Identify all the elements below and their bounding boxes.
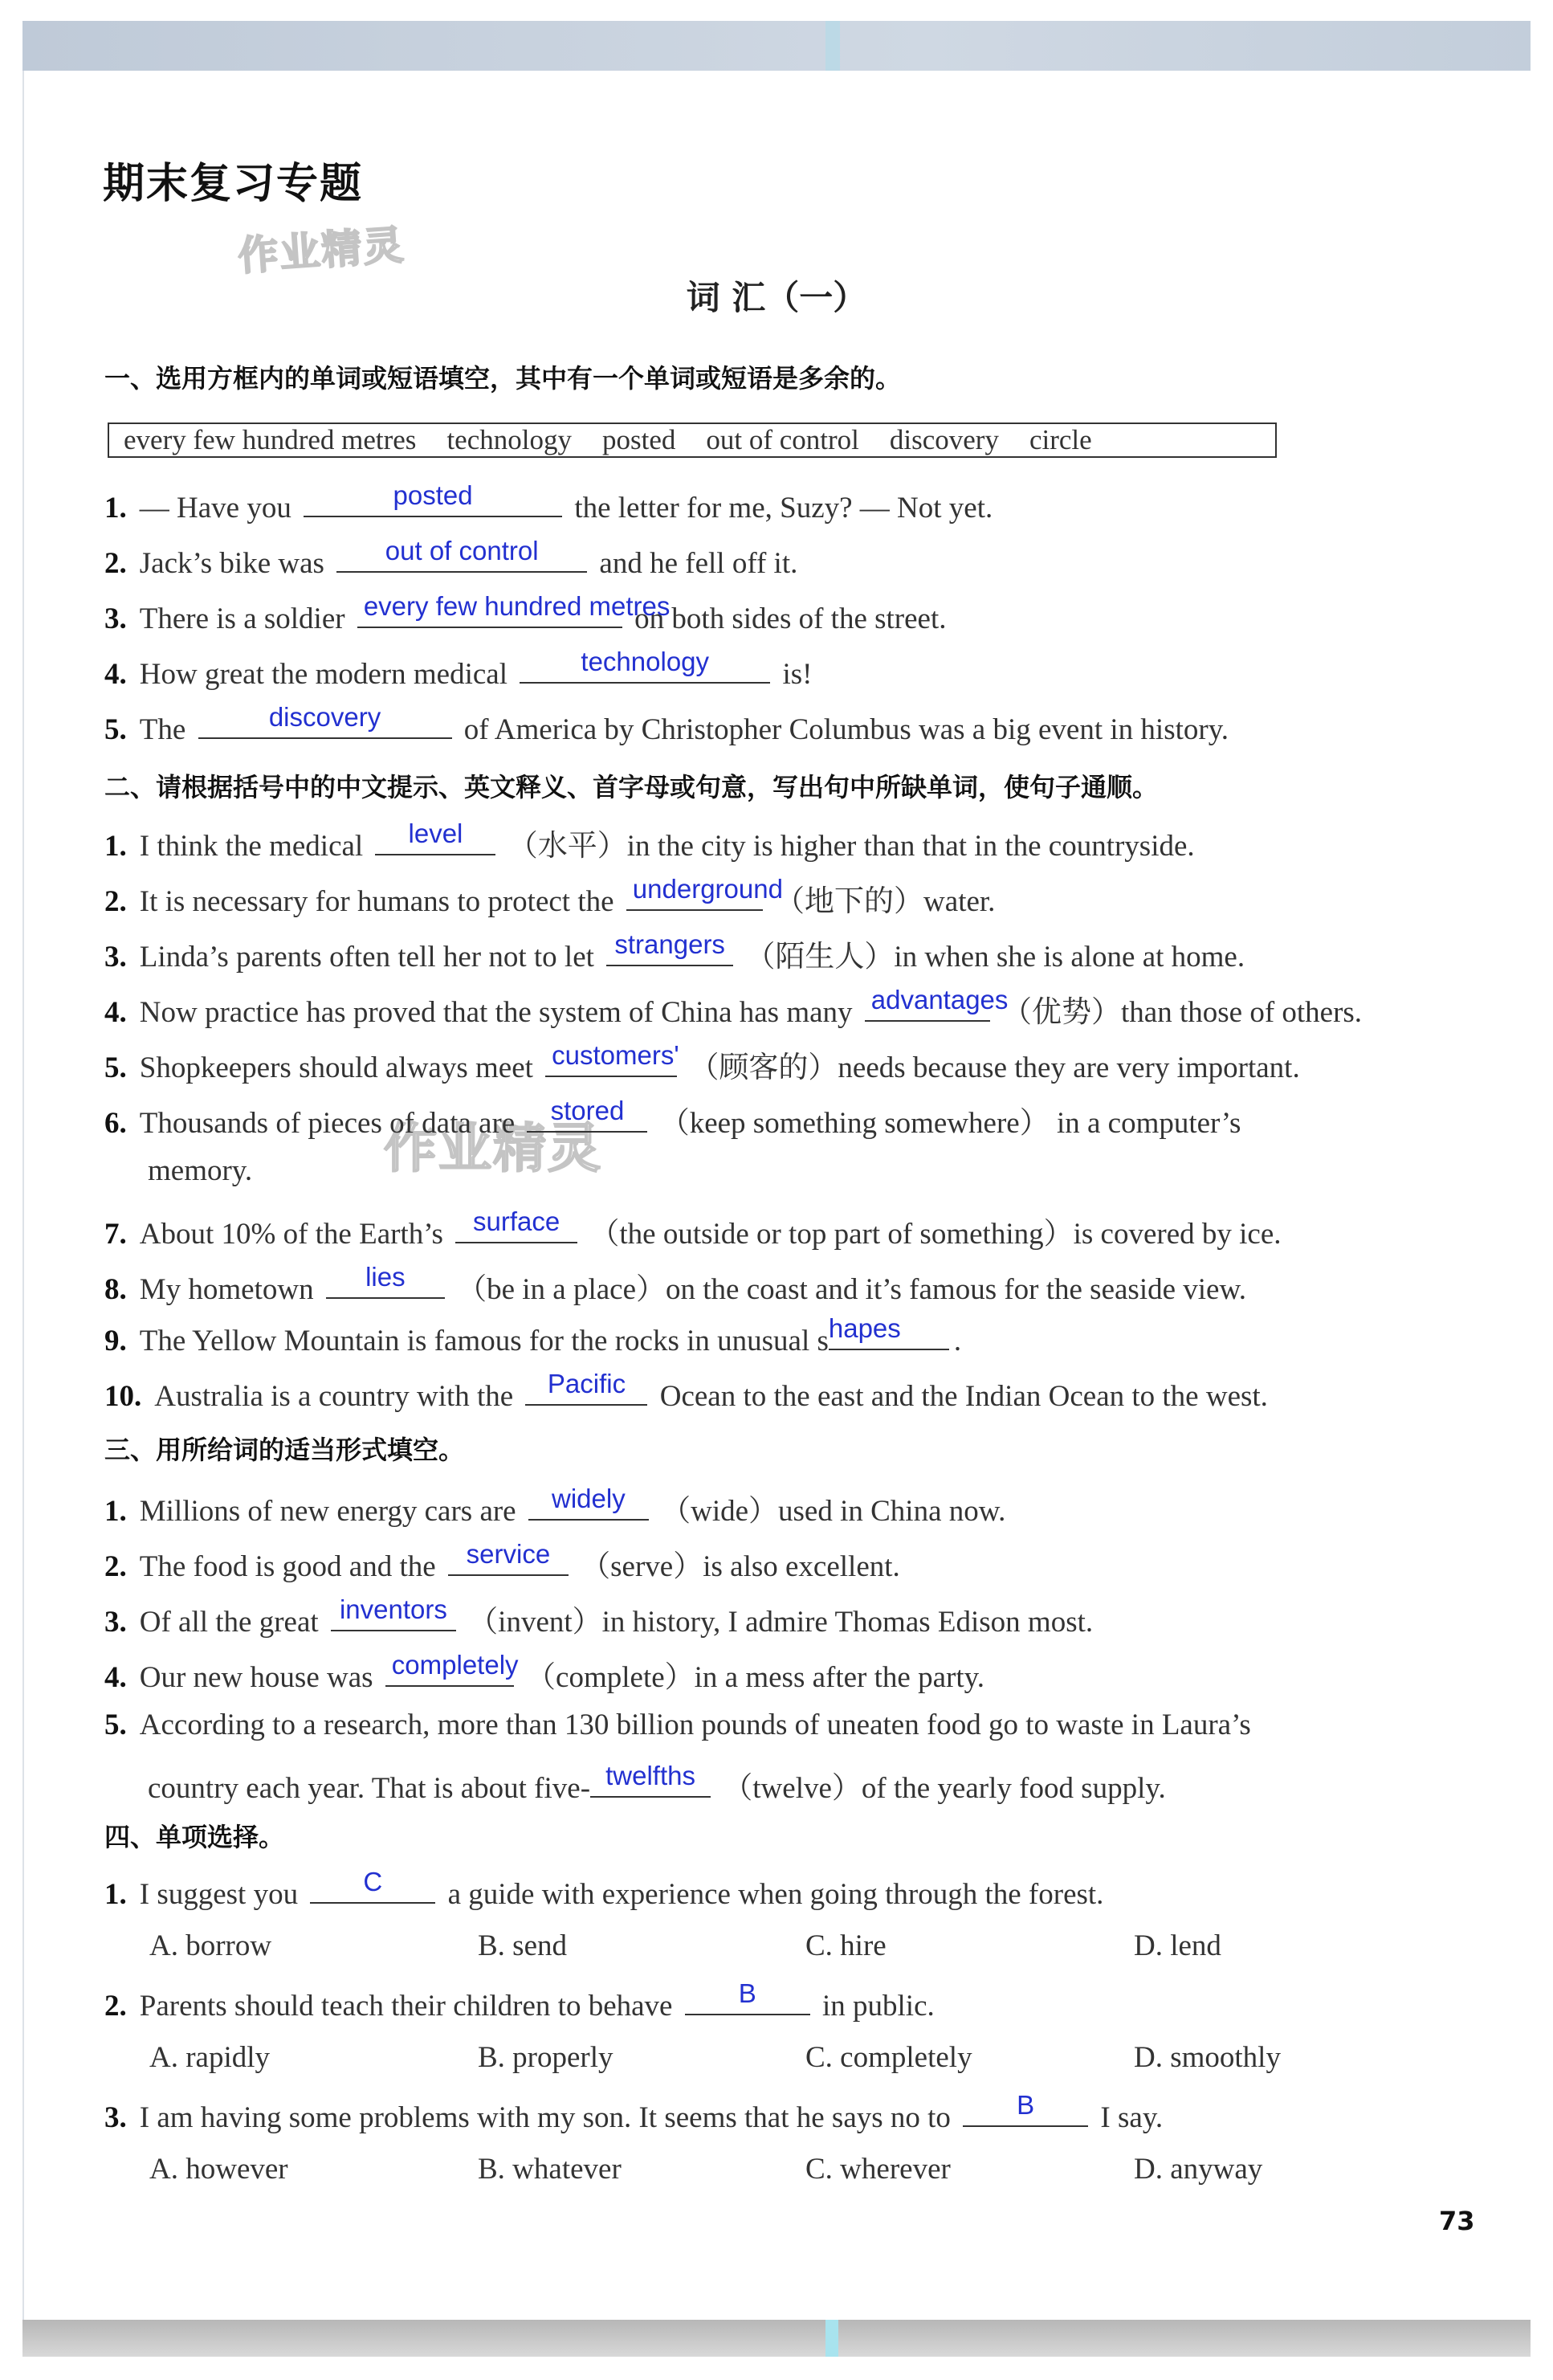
option-a: A. however bbox=[149, 2153, 288, 2186]
section-heading-1: 一、选用方框内的单词或短语填空，其中有一个单词或短语是多余的。 bbox=[104, 363, 902, 394]
answer-blank bbox=[385, 1650, 519, 1687]
answer-blank bbox=[525, 1369, 647, 1406]
question-row: 5. Shopkeepers should always meet customers' （顾客的）needs because they are very important. bbox=[104, 1040, 1300, 1084]
answer-blank bbox=[336, 536, 587, 573]
word-box bbox=[108, 423, 1277, 458]
answer-blank bbox=[685, 1978, 810, 2015]
banner-stripe bbox=[825, 21, 840, 71]
word-box-item: discovery bbox=[889, 424, 999, 455]
question-row: 3. There is a soldier every few hundred metres on both sides of the street. bbox=[104, 591, 947, 635]
question-row: 10. Australia is a country with the Pacific Ocean to the east and the Indian Ocean to the west. bbox=[104, 1369, 1268, 1413]
answer-blank bbox=[528, 1484, 649, 1521]
option-c: C. completely bbox=[805, 2041, 972, 2074]
page-edge bbox=[22, 71, 24, 2320]
option-c: C. wherever bbox=[805, 2153, 951, 2186]
question-row: 1. I think the medical level （水平）in the city is higher than that in the countryside. bbox=[104, 819, 1195, 863]
handwritten-answer: level bbox=[408, 819, 463, 848]
answer-blank bbox=[326, 1262, 445, 1299]
handwritten-answer: twelfths bbox=[605, 1761, 695, 1790]
question-row: 6. Thousands of pieces of data are stored （keep something somewhere） in a computer’s bbox=[104, 1096, 1241, 1140]
answer-blank bbox=[828, 1313, 949, 1350]
option-b: B. properly bbox=[478, 2041, 613, 2074]
option-b: B. send bbox=[478, 1929, 567, 1962]
word-box-item: circle bbox=[1029, 424, 1092, 455]
handwritten-answer: Pacific bbox=[547, 1369, 626, 1398]
option-d: D. lend bbox=[1134, 1929, 1221, 1962]
handwritten-answer: inventors bbox=[339, 1594, 447, 1624]
top-banner bbox=[22, 21, 1531, 71]
watermark-logo: 作业精灵 bbox=[236, 221, 407, 280]
answer-blank bbox=[198, 702, 452, 739]
handwritten-answer: every few hundred metres bbox=[363, 591, 671, 621]
handwritten-answer: hapes bbox=[828, 1313, 901, 1343]
option-a: A. borrow bbox=[149, 1929, 272, 1962]
option-c: C. hire bbox=[805, 1929, 887, 1962]
answer-blank bbox=[455, 1206, 577, 1243]
question-row: 4. Our new house was completely （complete）in a mess after the party. bbox=[104, 1650, 984, 1694]
handwritten-answer: widely bbox=[552, 1484, 626, 1513]
page-subtitle: 词 汇（一） bbox=[686, 278, 867, 317]
question-row: 7. About 10% of the Earth’s surface （the outside or top part of something）is covered by ice. bbox=[104, 1206, 1282, 1251]
option-b: B. whatever bbox=[478, 2153, 622, 2186]
answer-blank bbox=[606, 929, 733, 966]
handwritten-answer: stored bbox=[550, 1096, 625, 1125]
answer-blank bbox=[545, 1040, 679, 1077]
answer-blank bbox=[448, 1539, 569, 1576]
question-row: 2. Jack’s bike was out of control and he fell off it. bbox=[104, 536, 798, 580]
handwritten-answer: posted bbox=[393, 480, 473, 510]
question-row: 5. According to a research, more than 130 billion pounds of uneaten food go to waste in Laura’s bbox=[104, 1708, 1251, 1741]
answer-blank bbox=[590, 1761, 711, 1798]
handwritten-answer: surface bbox=[473, 1206, 560, 1236]
answer-blank bbox=[357, 591, 671, 628]
answer-blank bbox=[304, 480, 562, 517]
page-heading: 期末复习专题 bbox=[103, 160, 364, 208]
option-d: D. anyway bbox=[1134, 2153, 1263, 2186]
question-row: 4. How great the modern medical technology is! bbox=[104, 647, 813, 691]
handwritten-answer: B bbox=[1017, 2090, 1035, 2120]
bottom-banner bbox=[22, 2320, 1531, 2357]
handwritten-answer: technology bbox=[581, 647, 710, 676]
watermark-logo: 作业精灵 bbox=[384, 1117, 602, 1179]
answer-blank bbox=[520, 647, 770, 684]
question-row: 1. — Have you posted the letter for me, Suzy? — Not yet. bbox=[104, 480, 993, 525]
question-row: 2. It is necessary for humans to protect the underground （地下的）water. bbox=[104, 874, 996, 918]
answer-blank bbox=[865, 985, 1009, 1022]
answer-blank bbox=[527, 1096, 647, 1133]
word-box-item: out of control bbox=[706, 424, 859, 455]
handwritten-answer: discovery bbox=[268, 702, 381, 732]
answer-blank bbox=[331, 1594, 456, 1631]
question-row: 5. The discovery of America by Christopher Columbus was a big event in history. bbox=[104, 702, 1229, 746]
question-row: 3. Of all the great inventors （invent）in history, I admire Thomas Edison most. bbox=[104, 1594, 1094, 1639]
answer-blank bbox=[310, 1867, 435, 1904]
word-box-item: technology bbox=[446, 424, 572, 455]
question-row: 8. My hometown lies （be in a place）on the coast and it’s famous for the seaside view. bbox=[104, 1262, 1247, 1306]
question-row: 4. Now practice has proved that the system of China has many advantages （优势）than those of others. bbox=[104, 985, 1363, 1029]
option-d: D. smoothly bbox=[1134, 2041, 1281, 2074]
question-row: 9. The Yellow Mountain is famous for the rocks in unusual s hapes . bbox=[104, 1313, 962, 1357]
section-heading-2: 二、请根据括号中的中文提示、英文释义、首字母或句意，写出句中所缺单词，使句子通顺。 bbox=[104, 772, 1159, 802]
handwritten-answer: lies bbox=[365, 1262, 406, 1292]
handwritten-answer: customers' bbox=[552, 1040, 679, 1070]
question-row: 3. Linda’s parents often tell her not to let strangers （陌生人）in when she is alone at home. bbox=[104, 929, 1245, 974]
section-heading-4: 四、单项选择。 bbox=[104, 1822, 285, 1852]
handwritten-answer: B bbox=[738, 1978, 756, 2008]
handwritten-answer: underground bbox=[632, 874, 783, 904]
question-row-continuation: country each year. That is about five- twelfths （twelve）of the yearly food supply. bbox=[148, 1761, 1166, 1805]
handwritten-answer: out of control bbox=[385, 536, 539, 565]
handwritten-answer: service bbox=[466, 1539, 551, 1569]
question-row-continuation: memory. bbox=[148, 1154, 253, 1187]
page-number: 73 bbox=[1439, 2206, 1475, 2236]
handwritten-answer: strangers bbox=[614, 929, 725, 959]
handwritten-answer: advantages bbox=[870, 985, 1009, 1014]
answer-blank bbox=[626, 874, 783, 911]
question-row: 3. I am having some problems with my son. It seems that he says no to B I say. bbox=[104, 2090, 1164, 2134]
section-heading-3: 三、用所给词的适当形式填空。 bbox=[104, 1435, 465, 1465]
handwritten-answer: completely bbox=[391, 1650, 519, 1680]
word-box-item: every few hundred metres bbox=[124, 424, 417, 455]
answer-blank bbox=[963, 2090, 1088, 2127]
option-a: A. rapidly bbox=[149, 2041, 271, 2074]
question-row: 1. Millions of new energy cars are widely （wide）used in China now. bbox=[104, 1484, 1006, 1528]
answer-blank bbox=[375, 819, 495, 855]
question-row: 2. The food is good and the service （serve）is also excellent. bbox=[104, 1539, 900, 1583]
question-row: 2. Parents should teach their children to behave B in public. bbox=[104, 1978, 935, 2023]
question-row: 1. I suggest you C a guide with experience when going through the forest. bbox=[104, 1867, 1104, 1911]
handwritten-answer: C bbox=[363, 1867, 383, 1896]
word-box-item: posted bbox=[601, 424, 676, 455]
banner-stripe bbox=[825, 2320, 838, 2357]
